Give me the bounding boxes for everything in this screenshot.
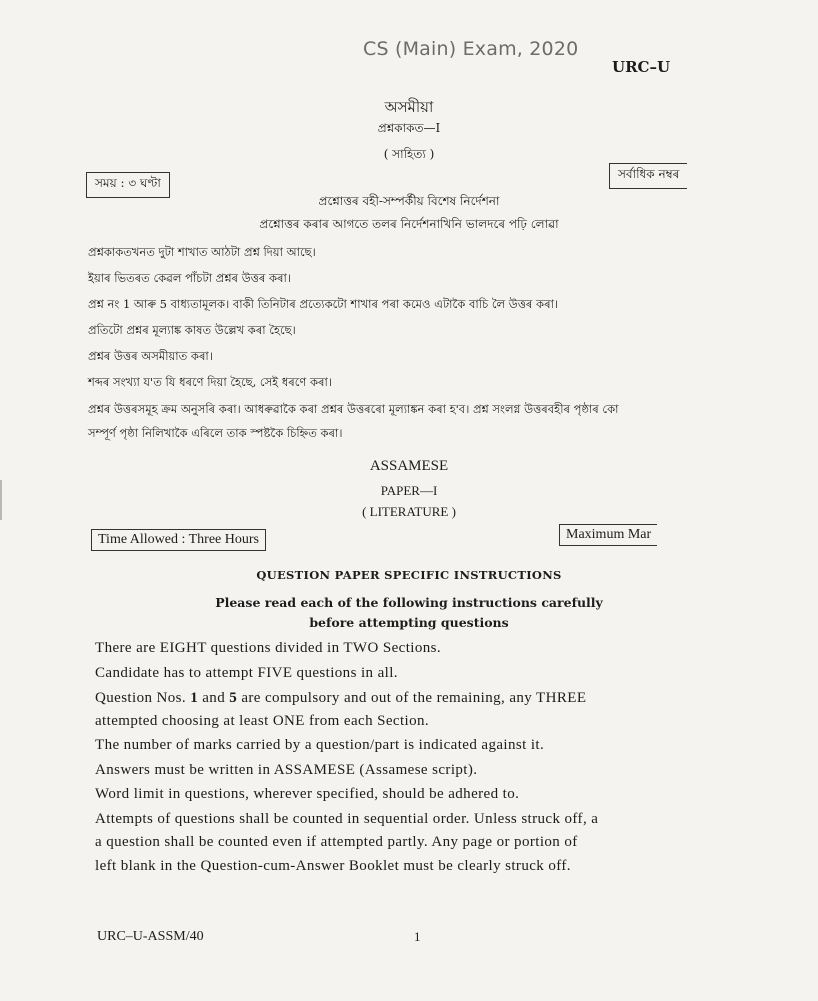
assamese-instruction: প্ৰশ্নকাকতখনত দুটা শাখাত আঠটা প্ৰশ্ন দিয়া আছে। <box>88 245 316 259</box>
english-subject: ( LITERATURE ) <box>362 504 456 519</box>
assamese-instruction: শব্দৰ সংখ্যা য'ত যি ধৰণে দিয়া হৈছে, সেই ধৰণে কৰা। <box>88 375 332 389</box>
english-paper: PAPER—I <box>380 483 438 498</box>
assamese-heading: প্ৰশ্নোত্তৰ বহী-সম্পৰ্কীয় বিশেষ নিৰ্দেশনা <box>318 194 500 208</box>
english-instruction: There are EIGHT questions divided in TWO Sections. <box>95 640 442 656</box>
english-subheading-1: Please read each of the following instructions carefully <box>215 595 603 610</box>
assamese-instruction: প্ৰশ্ন নং 1 আৰু 5 বাধ্যতামূলক। বাকী তিনিটাৰ প্ৰত্যেকটো শাখাৰ পৰা কমেও এটাকৈ বাচি লৈ উত্তৰ কৰা। <box>88 297 559 311</box>
english-instruction: Candidate has to attempt FIVE questions in all. <box>95 665 398 681</box>
english-max-marks: Maximum Mar <box>559 524 657 546</box>
assamese-instruction: প্ৰতিটো প্ৰশ্নৰ মূল্যাঙ্ক কাষত উল্লেখ কৰা হৈছে। <box>88 323 296 337</box>
english-time-allowed: Time Allowed : Three Hours <box>91 529 266 551</box>
english-instruction: a question shall be counted even if attempted partly. Any page or portion of <box>95 834 578 850</box>
assamese-subheading: প্ৰশ্নোত্তৰ কৰাৰ আগতে তলৰ নিৰ্দেশনাখিনি ভালদৰে পঢ়ি লোৱা <box>259 217 559 231</box>
scan-edge-mark <box>0 480 2 520</box>
english-instruction: Attempts of questions shall be counted in sequential order. Unless struck off, a <box>95 811 599 827</box>
english-instruction: Word limit in questions, wherever specified, should be adhered to. <box>95 786 520 802</box>
assamese-instruction: ইয়াৰ ভিতৰত কেৱল পাঁচটা প্ৰশ্নৰ উত্তৰ কৰা। <box>88 271 291 285</box>
english-subheading-2: before attempting questions <box>309 615 509 630</box>
english-heading: QUESTION PAPER SPECIFIC INSTRUCTIONS <box>256 568 562 582</box>
english-instruction: Answers must be written in ASSAMESE (Assamese script). <box>95 762 478 778</box>
english-instruction: attempted choosing at least ONE from each Section. <box>95 713 430 729</box>
assamese-title: অসমীয়া <box>384 98 434 116</box>
page-number: 1 <box>414 929 421 944</box>
assamese-instruction: প্ৰশ্নৰ উত্তৰসমূহ ক্ৰম অনুসৰি কৰা। আধৰুৱাকৈ কৰা প্ৰশ্নৰ উত্তৰৰো মূল্যাঙ্কন কৰা হ'ব। প্ৰশ্ন সংলগ্ন উত্তৰবহীৰ পৃষ্ঠাৰ কো <box>88 402 619 416</box>
paper-code-top: URC–U <box>612 58 671 76</box>
assamese-paper: প্ৰশ্নকাকত—I <box>377 121 441 135</box>
assamese-instruction: প্ৰশ্নৰ উত্তৰ অসমীয়াত কৰা। <box>88 349 213 363</box>
assamese-time-allowed: সময় : ৩ ঘণ্টা <box>86 172 170 198</box>
footer-paper-code: URC–U-ASSM/40 <box>97 929 204 944</box>
assamese-subject: ( সাহিত্য ) <box>383 147 435 161</box>
english-instruction: Question Nos. 1 and 5 are compulsory and out of the remaining, any THREE <box>95 690 587 706</box>
assamese-instruction: সম্পূৰ্ণ পৃষ্ঠা নিলিখাকৈ এৰিলে তাক স্পষ্টকৈ চিহ্নিত কৰা। <box>88 426 343 440</box>
english-instruction: The number of marks carried by a question/part is indicated against it. <box>95 737 545 753</box>
english-instruction: left blank in the Question-cum-Answer Booklet must be clearly struck off. <box>95 858 571 874</box>
english-title: ASSAMESE <box>369 458 449 474</box>
assamese-max-marks: সৰ্বাধিক নম্বৰ <box>609 163 687 189</box>
exam-stamp: CS (Main) Exam, 2020 <box>363 38 579 60</box>
